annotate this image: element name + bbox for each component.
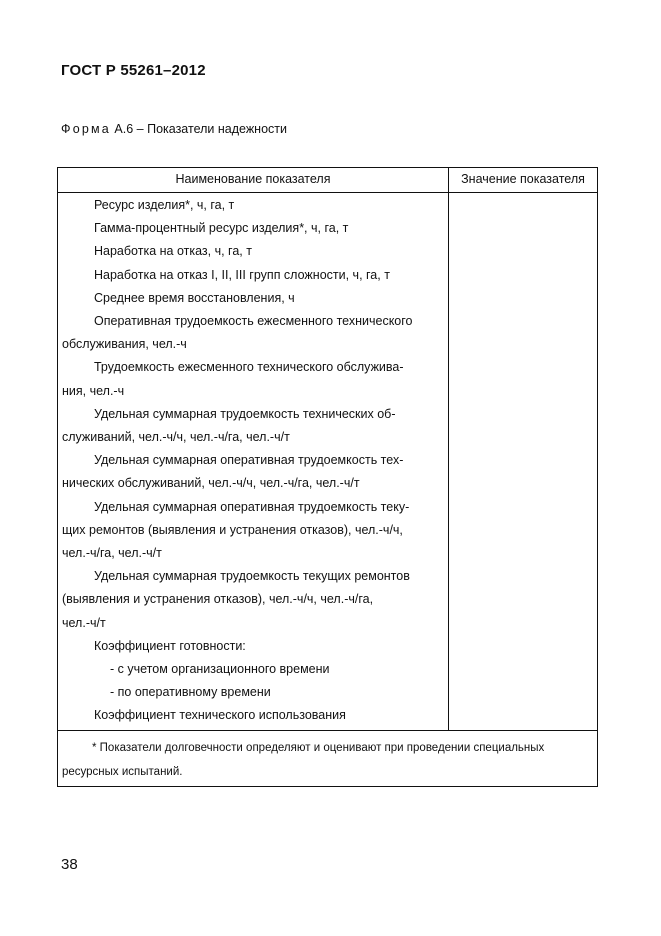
column-header-name: Наименование показателя (175, 172, 331, 186)
indicator-row (62, 264, 444, 287)
indicator-row (62, 658, 444, 681)
indicator-text: Гамма-процентный ресурс изделия*, ч, га, т (94, 221, 349, 236)
indicator-row (62, 356, 444, 402)
indicator-row (62, 449, 444, 495)
indicator-text: Удельная суммарная трудоемкость технических об- (94, 406, 396, 421)
form-title-text: А.6 – Показатели надежности (110, 122, 287, 136)
indicator-text: ния, чел.-ч (62, 383, 125, 398)
indicator-text: нических обслуживаний, чел.-ч/ч, чел.-ч/га, чел.-ч/т (62, 476, 360, 491)
indicator-row (62, 217, 444, 240)
column-divider (448, 168, 449, 730)
indicator-text: Удельная суммарная оперативная трудоемкость тех- (94, 453, 404, 468)
indicators-table (57, 167, 598, 787)
header-divider (58, 192, 597, 193)
indicator-row (62, 194, 444, 217)
indicator-text: (выявления и устранения отказов), чел.-ч/ч, чел.-ч/га, (62, 592, 374, 607)
indicator-row (62, 681, 444, 704)
document-header: ГОСТ Р 55261–2012 (61, 62, 206, 79)
indicator-text: - с учетом организационного времени (110, 662, 330, 677)
indicator-row (62, 287, 444, 310)
indicator-text: обслуживания, чел.-ч (62, 337, 187, 352)
indicator-text: Оперативная трудоемкость ежесменного технического (94, 314, 413, 329)
indicator-text: Трудоемкость ежесменного технического обслужива- (94, 360, 404, 375)
indicator-text: Коэффициент технического использования (94, 708, 346, 723)
indicator-text: чел.-ч/га, чел.-ч/т (62, 546, 162, 561)
indicator-row (62, 240, 444, 263)
indicator-text: Коэффициент готовности: (94, 638, 246, 653)
indicator-row (62, 565, 444, 635)
indicator-text: Ресурс изделия*, ч, га, т (94, 198, 235, 212)
indicator-row (62, 403, 444, 449)
page-number: 38 (61, 856, 78, 873)
indicator-text: Наработка на отказ, ч, га, т (94, 244, 252, 259)
indicator-text: чел.-ч/т (62, 615, 106, 630)
indicator-row (62, 310, 444, 356)
indicator-text: щих ремонтов (выявления и устранения отказов), чел.-ч/ч, (62, 522, 403, 537)
table-footnote: * Показатели долговечности определяют и оценивают при проведении специальных ресурсных испытаний. (62, 742, 545, 778)
indicator-row (62, 704, 444, 727)
form-title (61, 122, 287, 136)
column-header-value: Значение показателя (461, 172, 585, 186)
indicator-text: - по оперативному времени (110, 685, 271, 700)
footnote-divider (58, 730, 597, 731)
indicator-text: Удельная суммарная трудоемкость текущих ремонтов (94, 569, 410, 584)
indicator-text: Наработка на отказ I, II, III групп сложности, ч, га, т (94, 267, 390, 282)
indicator-rows (62, 194, 444, 728)
indicator-row (62, 496, 444, 566)
indicator-text: Среднее время восстановления, ч (94, 290, 295, 305)
indicator-text: Удельная суммарная оперативная трудоемкость теку- (94, 499, 410, 514)
form-prefix: Форма (61, 122, 111, 136)
indicator-text: служиваний, чел.-ч/ч, чел.-ч/га, чел.-ч/т (62, 430, 290, 445)
indicator-row (62, 635, 444, 658)
